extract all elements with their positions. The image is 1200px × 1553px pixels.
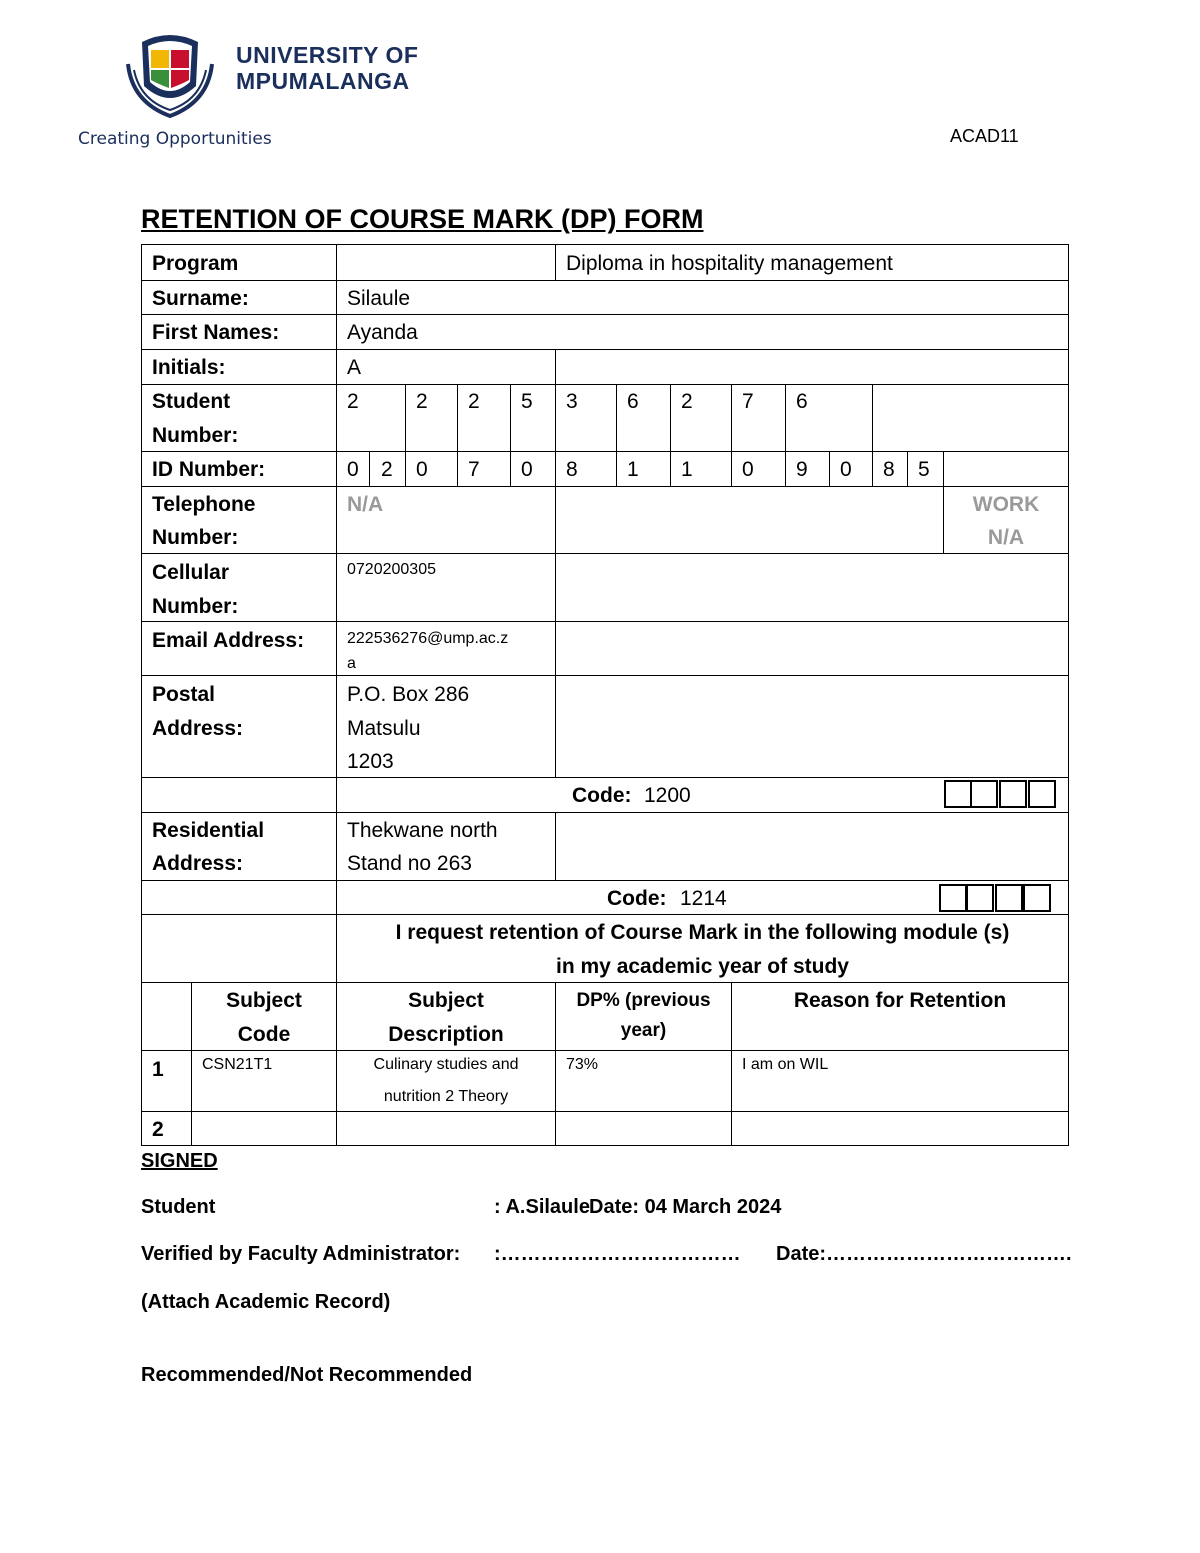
residential-label-line1: Residential bbox=[152, 819, 265, 842]
header-dp-line2: year) bbox=[620, 1020, 667, 1041]
header-subject-description-line2: Description bbox=[388, 1023, 504, 1046]
id-number-digit: 9 bbox=[796, 458, 808, 481]
postal-code-value: 1200 bbox=[644, 784, 691, 807]
code-box bbox=[939, 884, 967, 912]
row-number: 1 bbox=[152, 1058, 164, 1081]
code-box bbox=[970, 780, 998, 808]
student-number-digit: 6 bbox=[796, 390, 808, 413]
residential-label-line2: Address: bbox=[152, 852, 244, 875]
recommendation: Recommended/Not Recommended bbox=[141, 1364, 473, 1386]
row-dp-value: 73% bbox=[566, 1056, 599, 1073]
cellular-label-line2: Number: bbox=[152, 595, 239, 618]
id-number-digit: 1 bbox=[681, 458, 693, 481]
code-box bbox=[1023, 884, 1051, 912]
university-name-line1: UNIVERSITY OF bbox=[236, 42, 419, 68]
code-box bbox=[999, 780, 1027, 808]
code-box bbox=[966, 884, 994, 912]
email-value-line1: 222536276@ump.ac.z bbox=[347, 630, 509, 647]
postal-line-3: 1203 bbox=[347, 750, 394, 773]
header-subject-code-line2: Code bbox=[237, 1023, 291, 1046]
request-text-line2: in my academic year of study bbox=[556, 955, 849, 978]
page-title: RETENTION OF COURSE MARK (DP) FORM bbox=[141, 204, 704, 234]
first-names-label: First Names: bbox=[152, 321, 280, 344]
postal-line-1: P.O. Box 286 bbox=[347, 683, 470, 706]
university-logo bbox=[78, 24, 438, 154]
university-name-line2: MPUMALANGA bbox=[236, 68, 410, 94]
verified-label: Verified by Faculty Administrator: bbox=[141, 1243, 461, 1265]
surname-label: Surname: bbox=[152, 287, 249, 310]
residential-line-2: Stand no 263 bbox=[347, 852, 472, 875]
form-code: ACAD11 bbox=[950, 126, 1019, 146]
row-subject-description-line1: Culinary studies and bbox=[373, 1056, 519, 1073]
student-number-label-line1: Student bbox=[152, 390, 231, 413]
id-number-digit: 2 bbox=[381, 458, 393, 481]
program-label: Program bbox=[152, 252, 239, 275]
verified-date: Date:………………………………. bbox=[776, 1243, 1072, 1265]
student-number-digit: 5 bbox=[521, 390, 533, 413]
row-subject-code: CSN21T1 bbox=[202, 1056, 273, 1073]
student-signature-date: Date: 04 March 2024 bbox=[589, 1196, 782, 1218]
id-number-digit: 5 bbox=[918, 458, 930, 481]
first-names-value: Ayanda bbox=[347, 321, 418, 344]
student-signature-label: Student bbox=[141, 1196, 216, 1218]
id-number-digit: 0 bbox=[742, 458, 754, 481]
email-value-line2: a bbox=[347, 655, 356, 672]
student-signature-value: : A.Silaule bbox=[494, 1196, 590, 1218]
id-number-digit: 0 bbox=[840, 458, 852, 481]
id-number-digit: 0 bbox=[347, 458, 359, 481]
student-number-digit: 6 bbox=[627, 390, 639, 413]
work-label: WORK bbox=[972, 493, 1040, 516]
attach-note: (Attach Academic Record) bbox=[141, 1291, 391, 1313]
header-reason: Reason for Retention bbox=[793, 989, 1007, 1012]
surname-value: Silaule bbox=[347, 287, 411, 310]
student-number-digit: 3 bbox=[566, 390, 578, 413]
postal-line-2: Matsulu bbox=[347, 717, 421, 740]
residential-code-label: Code: bbox=[607, 887, 667, 910]
student-number-digit: 2 bbox=[347, 390, 359, 413]
telephone-label-line1: Telephone bbox=[152, 493, 256, 516]
initials-value: A bbox=[347, 356, 362, 379]
verified-value: :……………………………… bbox=[494, 1243, 741, 1265]
header-dp-line1: DP% (previous bbox=[576, 990, 711, 1011]
id-number-digit: 0 bbox=[521, 458, 533, 481]
work-value: N/A bbox=[987, 526, 1025, 549]
row-reason: I am on WIL bbox=[742, 1056, 829, 1073]
id-number-digit: 7 bbox=[468, 458, 480, 481]
student-number-digit: 2 bbox=[468, 390, 480, 413]
tagline: Creating Opportunities bbox=[78, 129, 272, 149]
postal-label-line1: Postal bbox=[152, 683, 216, 706]
student-number-label-line2: Number: bbox=[152, 424, 239, 447]
id-number-digit: 0 bbox=[416, 458, 428, 481]
signed-heading: SIGNED bbox=[141, 1150, 218, 1172]
id-number-label: ID Number: bbox=[152, 458, 266, 481]
email-label: Email Address: bbox=[152, 629, 305, 652]
student-number-digit: 7 bbox=[742, 390, 754, 413]
header-subject-description-line1: Subject bbox=[408, 989, 484, 1012]
code-box bbox=[1028, 780, 1056, 808]
row-subject-description-line2: nutrition 2 Theory bbox=[383, 1088, 509, 1105]
request-text-line1: I request retention of Course Mark in the following module (s) bbox=[395, 921, 1010, 944]
id-number-digit: 1 bbox=[627, 458, 639, 481]
residential-code-value: 1214 bbox=[680, 887, 727, 910]
crest-icon bbox=[120, 24, 220, 124]
initials-label: Initials: bbox=[152, 356, 226, 379]
header-subject-code-line1: Subject bbox=[226, 989, 302, 1012]
telephone-value: N/A bbox=[347, 493, 384, 516]
program-value: Diploma in hospitality management bbox=[566, 252, 893, 275]
cellular-value: 0720200305 bbox=[347, 561, 436, 578]
postal-label-line2: Address: bbox=[152, 717, 244, 740]
row-number: 2 bbox=[152, 1118, 164, 1141]
code-box bbox=[995, 884, 1023, 912]
cellular-label-line1: Cellular bbox=[152, 561, 230, 584]
code-box bbox=[944, 780, 972, 808]
residential-line-1: Thekwane north bbox=[347, 819, 498, 842]
id-number-digit: 8 bbox=[566, 458, 578, 481]
postal-code-label: Code: bbox=[572, 784, 632, 807]
id-number-digit: 8 bbox=[883, 458, 895, 481]
student-number-digit: 2 bbox=[681, 390, 693, 413]
telephone-label-line2: Number: bbox=[152, 526, 239, 549]
student-number-digit: 2 bbox=[416, 390, 428, 413]
